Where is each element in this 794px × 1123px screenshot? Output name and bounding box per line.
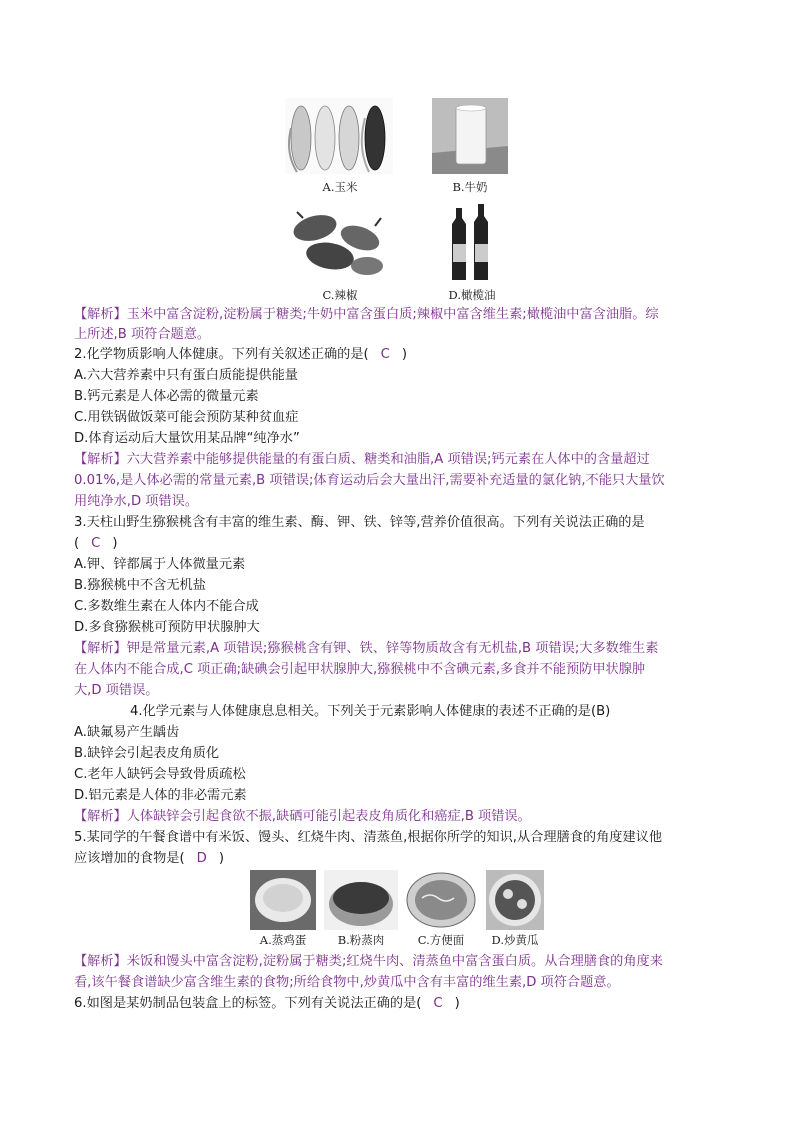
q5-analysis-line-2: 看,该午餐食谱缺少富含维生素的食物;所给食物中,炒黄瓜中含有丰富的维生素,D 项符合题意。 bbox=[74, 975, 620, 990]
figure-caption: D.橄榄油 bbox=[448, 288, 496, 302]
q2-analysis-line-2: 0.01%,是人体必需的常量元素,B 项错误;体育运动后会大量出汗,需要补充适量的氯化钠,不能只大量饮 bbox=[74, 473, 665, 488]
q4-analysis-line-1: 【解析】人体缺锌会引起食欲不振,缺硒可能引起表皮角质化和癌症,B 项错误。 bbox=[74, 809, 531, 824]
q2-option-c: C.用铁锅做饭菜可能会预防某种贫血症 bbox=[74, 410, 299, 425]
q5-answer: D bbox=[196, 851, 207, 866]
q3-option-a: A.钾、锌都属于人体微量元素 bbox=[74, 557, 246, 572]
steamed-egg-image bbox=[250, 870, 316, 930]
steamed-pork-image bbox=[324, 870, 398, 930]
figure-caption: B.牛奶 bbox=[452, 180, 488, 194]
q4-stem: 4.化学元素与人体健康息息相关。下列关于元素影响人体健康的表述不正确的是(B) bbox=[130, 704, 611, 719]
q3-analysis-line-2: 在人体内不能合成,C 项正确;缺碘会引起甲状腺肿大,猕猴桃中不含碘元素,多食并不能预防甲状腺肿 bbox=[74, 662, 646, 677]
q3-option-d: D.多食猕猴桃可预防甲状腺肿大 bbox=[74, 620, 260, 635]
figure-caption: C.方便面 bbox=[417, 933, 465, 947]
q3-analysis-line-1: 【解析】钾是常量元素,A 项错误;猕猴桃含有钾、铁、锌等物质故含有无机盐,B 项错误;大多数维生素 bbox=[74, 641, 659, 656]
q3-analysis-line-3: 大,D 项错误。 bbox=[74, 683, 159, 698]
q1-analysis-line-1 bbox=[74, 305, 659, 325]
q3-option-b: B.猕猴桃中不含无机盐 bbox=[74, 578, 206, 593]
q4-option-b: B.缺锌会引起表皮角质化 bbox=[74, 746, 220, 761]
olive-oil-image bbox=[450, 200, 494, 282]
q6-answer: C bbox=[433, 996, 443, 1011]
q4-option-c: C.老年人缺钙会导致骨质疏松 bbox=[74, 767, 246, 782]
q2-stem: 2.化学物质影响人体健康。下列有关叙述正确的是( C ) bbox=[74, 347, 408, 362]
q3-stem: 3.天柱山野生猕猴桃含有丰富的维生素、酶、钾、铁、锌等,营养价值很高。下列有关说法正确的是 bbox=[74, 515, 645, 530]
figure-caption: C.辣椒 bbox=[322, 288, 358, 302]
analysis-text: 玉米中富含淀粉,淀粉属于糖类;牛奶中富含蛋白质;辣椒中富含维生素;橄榄油中富含油脂。综 bbox=[126, 307, 659, 322]
figure-caption: A.玉米 bbox=[322, 180, 358, 194]
q2-option-a: A.六大营养素中只有蛋白质能提供能量 bbox=[74, 368, 298, 383]
q2-analysis-line-1: 【解析】六大营养素中能够提供能量的有蛋白质、糖类和油脂,A 项错误;钙元素在人体中的含量超过 bbox=[74, 452, 650, 467]
q5-analysis-line-1: 【解析】米饭和馒头中富含淀粉,淀粉属于糖类;红烧牛肉、清蒸鱼中富含蛋白质。从合理膳食的角度来 bbox=[74, 954, 663, 969]
q2-analysis-line-3: 用纯净水,D 项错误。 bbox=[74, 494, 199, 509]
analysis-tag: 【解析】 bbox=[74, 809, 127, 824]
q5-stem-line-2: 应该增加的食物是( D ) bbox=[74, 851, 224, 866]
q1-analysis-line-2: 上所述,B 项符合题意。 bbox=[74, 327, 211, 342]
analysis-tag: 【解析】 bbox=[74, 307, 127, 322]
stir-fried-cucumber-image bbox=[486, 870, 544, 930]
q3-answer-line: ( C ) bbox=[74, 536, 118, 551]
q2-option-d: D.体育运动后大量饮用某品牌“纯净水” bbox=[74, 431, 300, 446]
q3-option-c: C.多数维生素在人体内不能合成 bbox=[74, 599, 259, 614]
figure-caption: A.蒸鸡蛋 bbox=[259, 933, 307, 947]
corn-image bbox=[285, 98, 393, 174]
figure-caption: D.炒黄瓜 bbox=[491, 933, 539, 947]
q6-stem: 6.如图是某奶制品包装盒上的标签。下列有关说法正确的是( C ) bbox=[74, 996, 460, 1011]
analysis-tag: 【解析】 bbox=[74, 641, 127, 656]
q2-answer: C bbox=[380, 347, 390, 362]
q2-option-b: B.钙元素是人体必需的微量元素 bbox=[74, 389, 259, 404]
analysis-tag: 【解析】 bbox=[74, 452, 127, 467]
q4-option-a: A.缺氟易产生龋齿 bbox=[74, 725, 180, 740]
instant-noodles-image bbox=[404, 870, 478, 930]
q4-option-d: D.铝元素是人体的非必需元素 bbox=[74, 788, 247, 803]
q5-stem-line-1: 5.某同学的午餐食谱中有米饭、馒头、红烧牛肉、清蒸鱼,根据你所学的知识,从合理膳食的角度建议他 bbox=[74, 830, 663, 845]
analysis-tag: 【解析】 bbox=[74, 954, 127, 969]
milk-image bbox=[432, 98, 508, 174]
figure-caption: B.粉蒸肉 bbox=[337, 933, 385, 947]
chili-image bbox=[285, 198, 395, 280]
q3-answer: C bbox=[91, 536, 101, 551]
